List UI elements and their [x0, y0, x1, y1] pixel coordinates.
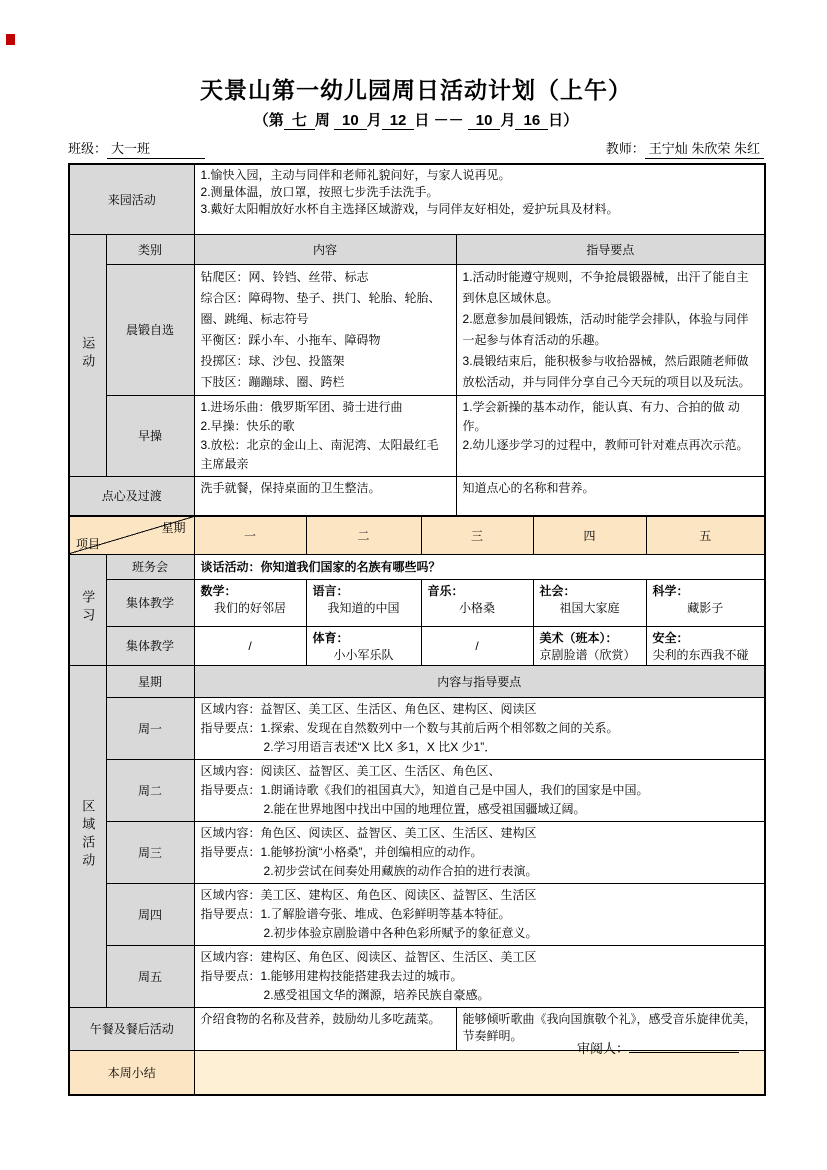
- end-day: 16: [515, 112, 548, 130]
- drill-line: 1.进场乐曲：俄罗斯军团、骑士进行曲: [200, 399, 403, 414]
- region-points-line: 2.感受祖国文华的渊源，培养民族自豪感。: [263, 987, 490, 1002]
- region-points-line: 2.学习用语言表述“X 比X 多1，X 比X 少1”．: [263, 739, 497, 754]
- drill-line: 3.放松：北京的金山上、南泥湾、太阳最红毛主席最亲: [200, 437, 439, 471]
- class-value: 大一班: [107, 138, 205, 159]
- day-header-fri: 五: [646, 516, 765, 554]
- snack-label: 点心及过渡: [69, 476, 194, 516]
- subject-name: 科学：: [652, 583, 689, 598]
- lesson-name: 我知道的中国: [327, 600, 400, 615]
- category-header-cell: 类别: [106, 234, 194, 264]
- subject-name: 音乐：: [427, 583, 464, 598]
- region-day-label: 周三: [106, 821, 194, 883]
- arrival-line: 1.愉快入园，主动与同伴和老师礼貌问好，与家人说再见。: [200, 168, 511, 182]
- arrival-content-cell: [194, 164, 765, 234]
- zone-line: 综合区：障碍物、垫子、拱门、轮胎、轮胎、圈、跳绳、标志符号: [200, 290, 441, 326]
- red-corner-mark: [6, 34, 15, 45]
- week-number: 七: [284, 112, 315, 130]
- diagonal-header-cell: [69, 516, 194, 554]
- region-row-fri: [69, 945, 765, 1007]
- class-meeting-label: 班务会: [106, 554, 194, 579]
- lesson-name: 祖国大家庭: [559, 600, 620, 615]
- day-header-thu: 四: [533, 516, 646, 554]
- lesson-name: 小小军乐队: [333, 647, 394, 662]
- subject-name: 体育：: [312, 630, 349, 645]
- region-points-line: 2.初步尝试在间奏处用藏族的动作合拍的进行表演。: [263, 863, 538, 878]
- region-day-label: 周二: [106, 759, 194, 821]
- subject-cell-science: [646, 579, 765, 626]
- page-title: 天景山第一幼儿园周日活动计划（上午）: [200, 77, 632, 103]
- lesson-name: 小格桑: [459, 600, 496, 615]
- teacher-value: 王宁灿 朱欣荣 朱红: [645, 138, 764, 159]
- month-char-2: 月: [500, 112, 516, 129]
- corner-item-label: 项目: [76, 536, 101, 551]
- lunch-points: 能够倾听歌曲《我向国旗敬个礼》，感受音乐旋律优美，节奏鲜明。: [456, 1007, 765, 1050]
- subject-name: 安全：: [652, 630, 689, 645]
- sports-section-label: 运动: [69, 234, 106, 476]
- group-teaching-label: 集体教学: [106, 579, 194, 626]
- region-row-thu: [69, 883, 765, 945]
- region-day-label: 周五: [106, 945, 194, 1007]
- end-month: 10: [468, 112, 501, 130]
- region-day-content: [194, 883, 765, 945]
- point-line: 1.活动时能遵守规则，不争抢晨锻器械，出汗了能自主到休息区域休息。: [462, 269, 749, 305]
- region-points-line: 2.能在世界地图中找出中国的地理位置，感受祖国疆域辽阔。: [263, 801, 586, 816]
- subtitle-week-dates: [68, 109, 764, 130]
- document-sheet: [68, 72, 764, 1096]
- morning-exercise-row: [69, 264, 765, 395]
- region-day-content: [194, 945, 765, 1007]
- subject-name: 美术（班本）：: [539, 630, 618, 645]
- morning-exercise-label: 晨锻自选: [106, 264, 194, 395]
- subject-cell-art: [533, 626, 646, 665]
- zone-line: 平衡区：踩小车、小拖车、障碍物: [200, 332, 381, 347]
- region-day-content: [194, 697, 765, 759]
- weekly-plan-table: [68, 163, 766, 1096]
- region-row-wed: [69, 821, 765, 883]
- region-weekday-header: 星期: [106, 665, 194, 697]
- summary-label: 本周小结: [69, 1050, 194, 1095]
- region-content-line: 区域内容：建构区、角色区、阅读区、益智区、生活区、美工区: [200, 949, 537, 964]
- subject-cell-empty-2: /: [421, 626, 533, 665]
- day-header-tue: 二: [306, 516, 421, 554]
- drill-label: 早操: [106, 395, 194, 476]
- subject-name: 社会：: [539, 583, 576, 598]
- learning-section-label: 学习: [69, 554, 106, 665]
- lesson-name: 京剧脸谱（欣赏）: [539, 647, 636, 662]
- class-label: 班级：: [68, 141, 108, 156]
- weekday-header-row: [69, 516, 765, 554]
- drill-row: [69, 395, 765, 476]
- morning-exercise-content: [194, 264, 456, 395]
- region-points-line: 2.初步体验京剧脸谱中各种色彩所赋予的象征意义。: [263, 925, 538, 940]
- region-day-content: [194, 821, 765, 883]
- point-line: 2.幼儿逐步学习的过程中，教师可针对难点再次示范。: [462, 437, 749, 452]
- region-day-label: 周四: [106, 883, 194, 945]
- region-content-header: 内容与指导要点: [194, 665, 765, 697]
- lunch-content: 介绍食物的名称及营养，鼓励幼儿多吃蔬菜。: [194, 1007, 456, 1050]
- region-points-line: 指导要点：1.了解脸谱夸张、堆成、色彩鲜明等基本特征。: [200, 906, 511, 921]
- region-points-line: 指导要点：1.探索、发现在自然数列中一个数与其前后两个相邻数之间的关系。: [200, 720, 619, 735]
- class-teacher-line: [68, 138, 764, 159]
- lesson-name: 尖利的东西我不碰: [652, 647, 749, 662]
- region-content-line: 区域内容：阅读区、益智区、美工区、生活区、角色区、: [200, 763, 501, 778]
- reviewer-field: [577, 1038, 739, 1057]
- region-content-line: 区域内容：角色区、阅读区、益智区、美工区、生活区、建构区: [200, 825, 537, 840]
- region-content-line: 区域内容：美工区、建构区、角色区、阅读区、益智区、生活区: [200, 887, 537, 902]
- point-line: 3.晨锻结束后，能积极参与收拾器械，然后跟随老师做放松活动，并与同伴分享自己今天玩的项目以及玩法。: [462, 353, 751, 389]
- region-points-line: 指导要点：1.朗诵诗歌《我们的祖国真大》，知道自己是中国人，我们的国家是中国。: [200, 782, 649, 797]
- subject-name: 数学：: [200, 583, 237, 598]
- class-meeting-row: [69, 554, 765, 579]
- content-header-cell: 内容: [194, 234, 456, 264]
- lesson-name: 我们的好邻居: [214, 600, 287, 615]
- drill-line: 2.早操：快乐的歌: [200, 418, 295, 433]
- day-char-1: 日: [414, 112, 430, 129]
- reviewer-label: 审阅人：: [576, 1041, 629, 1056]
- subtitle-week-char: 周: [314, 112, 330, 129]
- morning-exercise-points: [456, 264, 765, 395]
- drill-points: [456, 395, 765, 476]
- sports-header-row: [69, 234, 765, 264]
- date-dash: －－: [433, 112, 464, 129]
- region-row-mon: [69, 697, 765, 759]
- region-points-line: 指导要点：1.能够用建构技能搭建我去过的城市。: [200, 968, 463, 983]
- points-header-cell: 指导要点: [456, 234, 765, 264]
- subject-cell-empty-1: /: [194, 626, 306, 665]
- subject-cell-music: [421, 579, 533, 626]
- group-teaching-row-1: [69, 579, 765, 626]
- region-header-row: [69, 665, 765, 697]
- region-day-content: [194, 759, 765, 821]
- month-char-1: 月: [366, 112, 382, 129]
- start-month: 10: [334, 112, 367, 130]
- zone-line: 投掷区：球、沙包、投篮架: [200, 353, 345, 368]
- day-header-mon: 一: [194, 516, 306, 554]
- day-char-2: 日）: [548, 112, 579, 129]
- reviewer-signature-line: [629, 1039, 739, 1053]
- snack-content: 洗手就餐，保持桌面的卫生整洁。: [194, 476, 456, 516]
- region-row-tue: [69, 759, 765, 821]
- arrival-line: 3.戴好太阳帽放好水杯自主选择区域游戏，与同伴友好相处，爱护玩具及材料。: [200, 202, 619, 216]
- teacher-label: 教师：: [605, 141, 645, 156]
- subject-cell-language: [306, 579, 421, 626]
- lunch-label: 午餐及餐后活动: [69, 1007, 194, 1050]
- start-day: 12: [382, 112, 415, 130]
- group-teaching-row-2: [69, 626, 765, 665]
- region-section-label: 区域活动: [69, 665, 106, 1007]
- region-day-label: 周一: [106, 697, 194, 759]
- subtitle-prefix: （第: [253, 112, 284, 129]
- group-teaching-label: 集体教学: [106, 626, 194, 665]
- arrival-row: [69, 164, 765, 234]
- subject-cell-pe: [306, 626, 421, 665]
- subject-cell-safety: [646, 626, 765, 665]
- subject-name: 语言：: [312, 583, 349, 598]
- zone-line: 下肢区：蹦蹦球、圈、跨栏: [200, 374, 345, 389]
- zone-line: 钻爬区：网、铃铛、丝带、标志: [200, 269, 369, 284]
- point-line: 1.学会新操的基本动作，能认真、有力、合拍的做 动作。: [462, 399, 740, 433]
- region-content-line: 区域内容：益智区、美工区、生活区、角色区、建构区、阅读区: [200, 701, 537, 716]
- lesson-name: 藏影子: [687, 600, 724, 615]
- teacher-field: [606, 138, 764, 159]
- subject-cell-math: [194, 579, 306, 626]
- region-points-line: 指导要点：1.能够扮演“小格桑”，并创编相应的动作。: [200, 844, 483, 859]
- snack-row: [69, 476, 765, 516]
- day-header-wed: 三: [421, 516, 533, 554]
- subject-cell-social: [533, 579, 646, 626]
- class-field: [68, 138, 205, 159]
- corner-weekday-label: 星期: [161, 521, 186, 535]
- class-meeting-content: 谈话活动：你知道我们国家的名族有哪些吗？: [194, 554, 765, 579]
- snack-points: 知道点心的名称和营养。: [456, 476, 765, 516]
- arrival-line: 2.测量体温，放口罩，按照七步洗手法洗手。: [200, 185, 439, 199]
- drill-content: [194, 395, 456, 476]
- arrival-label-cell: 来园活动: [69, 164, 194, 234]
- point-line: 2.愿意参加晨间锻炼，活动时能学会排队，体验与同伴一起参与体育活动的乐趣。: [462, 311, 749, 347]
